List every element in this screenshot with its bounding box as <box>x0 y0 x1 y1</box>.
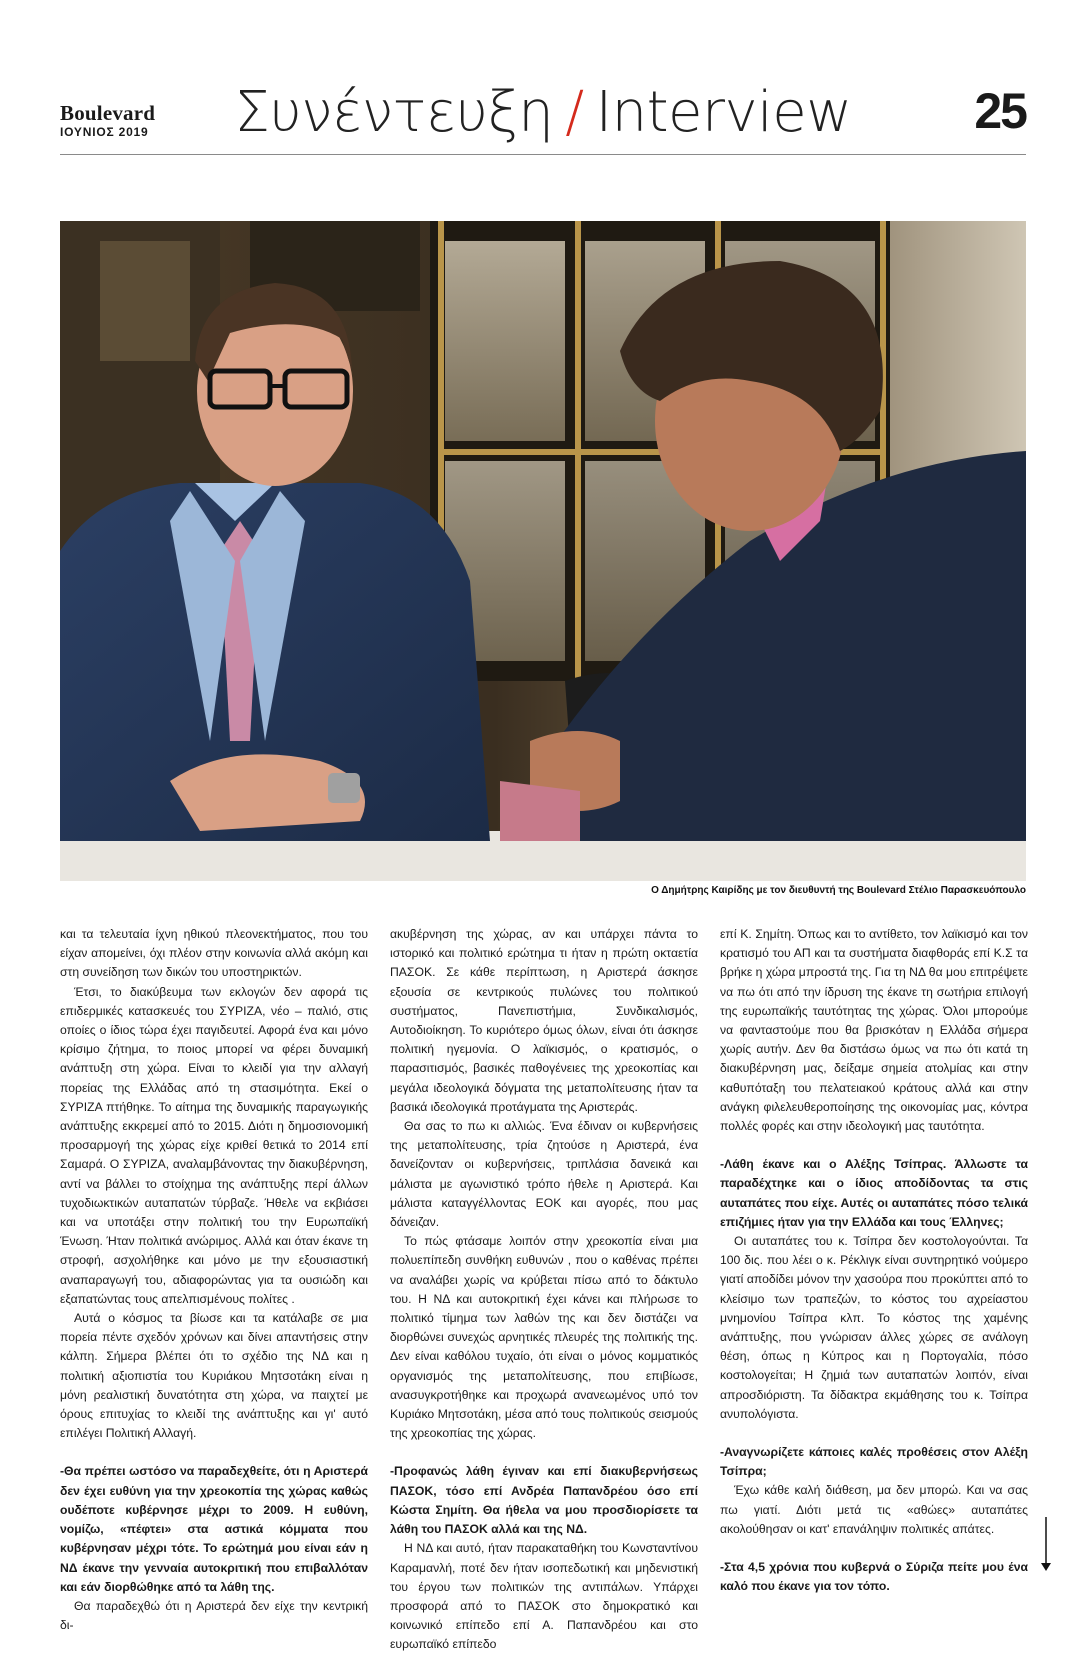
continue-arrow-icon <box>1040 1517 1052 1572</box>
paragraph: Οι αυταπάτες του κ. Τσίπρα δεν κοστολογούνται. Τα 100 δις. που λέει ο κ. Ρέκλιγκ είναι συντηρητικό νούμερο γιατί αποδίδει μόνον την χασούρα που προκύπτει από το κλείσιμο των τραπεζών, το κόστος του αχρείαστου μνημονίου Τσίπρα κλπ. Το κόστος της χαμένης ανάπτυξης, που γνώρισαν άλλες χώρες σε ανάλογη θέση, όπως η Κύπρος και η Πορτογαλία, πόσο κοστολογείται; Η ζημιά των αυταπατών λοιπόν, είναι απροσδιόριστη. Τα δίδακτρα εκμάθησης του κ. Τσίπρα ανυπολόγιστα. <box>720 1234 1028 1421</box>
brand-name: Boulevard <box>60 101 156 125</box>
paragraph: Αυτά ο κόσμος τα βίωσε και τα κατάλαβε σε μια πορεία πέντε σχεδόν χρόνων και δίνει απαντήσεις στην κάλπη. Σήμερα βλέπει ότι το σχέδιο της ΝΔ και η πολιτική αξιοπιστία του Κυριάκου Μητσοτάκη είναι η μόνη ρεαλιστική δυνατότητα στη χώρα, να παιχτεί με όρους επιτυχίας το κλειδί της ανάπτυξης και γι' αυτό επιλέγει Πολιτική Αλλαγή. <box>60 1311 368 1441</box>
paragraph: Έτσι, το διακύβευμα των εκλογών δεν αφορά τις επιδερμικές κατασκευές του ΣΥΡΙΖΑ, νέο – παλιό, στις οποίες ο ίδιος τώρα έχει παγιδευτεί. Αφορά ένα και μόνο κρίσιμο ζήτημα, το ποιος μπορεί να φέρει δυναμική ανάπτυξη στη χώρα. Είναι το κλειδί για την αλλαγή πορείας της Ελλάδας από τη στασιμότητα. Εκεί ο ΣΥΡΙΖΑ πτήθηκε. Το αίτημα της δυναμικής παραγωγικής ανάπτυξης εκκρεμεί από το 2015. Διότι η δημοσιονομική προσαρμογή της χώρας είχε κριθεί θετικά το 2014 επί Σαμαρά. Ο ΣΥΡΙΖΑ, αναλαμβάνοντας την διακυβέρνηση, αντί να βάλλει το στοίχημα της ανάπτυξης περί άλλων τυχοδιωκτικών αυταπατών τύρβαζε. Ήθελε να εκβιάσει και να υποτάξει στην πολιτική του την Ευρωπαϊκή Ένωση. Ήταν πολιτικά ανώριμος. Αλλά και όταν έκανε τη στροφή, ασχολήθηκε και μόνο με την εξουσιαστική αναπαραγωγή του, αδιαφορώντας για τα ουσιώδη και εξαπατώντας τους απελπισμένους πολίτες . <box>60 984 368 1306</box>
interview-question: -Προφανώς λάθη έγιναν και επί διακυβερνήσεως ΠΑΣΟΚ, τόσο επί Ανδρέα Παπανδρέου όσο επί Κώστα Σημίτη. Θα ήθελα να μου προσδιορίσετε τα λάθη του ΠΑΣΟΚ αλλά και της ΝΔ. <box>390 1464 698 1537</box>
page-number: 25 <box>974 83 1026 139</box>
section-title-greek: Συνέντευξη <box>234 80 554 145</box>
header-divider <box>60 154 1026 155</box>
paragraph: Η ΝΔ και αυτό, ήταν παρακαταθήκη του Κωνσταντίνου Καραμανλή, ποτέ δεν ήταν ισοπεδωτική και μηδενιστική του έργου των πολιτικών της αντιπάλων. Υπάρχει προσφορά από το ΠΑΣΟΚ στο δημοκρατικό και κοινωνικό επίπεδο επί Α. Παπανδρέου και στο ευρωπαϊκό επίπεδο <box>390 1541 698 1652</box>
interview-question: -Θα πρέπει ωστόσο να παραδεχθείτε, ότι η Αριστερά δεν έχει ευθύνη για την χρεοκοπία της χώρας καθώς ουδέποτε κυβέρνησε μέχρι το 2009. Η ευθύνη, νομίζω, «πέφτει» στα αστικά κόμματα που κυβέρνησαν μέχρι τότε. Το ερώτημά μου είναι εάν η ΝΔ έκανε την γενναία αυτοκριτική που επιβαλλόταν και εάν διορθώθηκε από τα λάθη της. <box>60 1464 368 1594</box>
interview-question: -Λάθη έκανε και ο Αλέξης Τσίπρας. Άλλωστε τα παραδέχτηκε και ο ίδιος αποδίδοντας τα στις αυταπάτες που είχε. Αυτές οι αυταπάτες πόσο τελικά επιζήμιες ήταν για την Ελλάδα και τους Έλληνες; <box>720 1157 1028 1229</box>
article-column-2 <box>390 925 698 1655</box>
article-column-1 <box>60 925 368 1635</box>
paragraph: Θα παραδεχθώ ότι η Αριστερά δεν είχε την κεντρική δι- <box>60 1598 368 1633</box>
issue-date: ΙΟΥΝΙΟΣ 2019 <box>60 125 149 139</box>
section-title-separator: / <box>565 80 584 145</box>
paragraph: Θα σας το πω κι αλλιώς. Ένα έδιναν οι κυβερνήσεις της μεταπολίτευσης, τρία ζητούσε η Αριστερά, ένα δανείζονταν οι κυβερνήσεις, τριπλάσια δανεικά και μάλιστα με αγωνιστικό τρόπο ήθελε η Αριστερά. Και μάλιστα καταγγέλλοντας ΕΟΚ και αγορές, που μας δάνειζαν. <box>390 1119 698 1230</box>
photo-caption: Ο Δημήτρης Καιρίδης με τον διευθυντή της Boulevard Στέλιο Παρασκευόπουλο <box>651 885 1026 896</box>
paragraph: και τα τελευταία ίχνη ηθικού πλεονεκτήματος, που του είχαν απομείνει, όχι πλέον στην κοινωνία αλλά ακόμη και στη συνείδηση των δικών του υποστηρικτών. <box>60 927 368 980</box>
paragraph: Έχω κάθε καλή διάθεση, μα δεν μπορώ. Και να σας πω γιατί. Διότι μετά τις «αθώες» αυταπάτες ακολούθησαν οι κατ' επανάληψιν πολιτικές απάτες. <box>720 1483 1028 1536</box>
paragraph: Το πώς φτάσαμε λοιπόν στην χρεοκοπία είναι μια πολυεπίπεδη συνθήκη ευθυνών , που ο καθένας πρέπει να αναλάβει χωρίς να κρύβεται πίσω από το δάκτυλο του. Η ΝΔ και αυτοκριτική έχει κάνει και πλήρωσε το πολιτικό τίμημα των λαθών της και δεν διστάζει να διορθώνει συνεχώς αρνητικές πλευρές της πολιτικής της. Δεν είναι καθόλου τυχαίο, ότι είναι ο μόνος κομματικός οργανισμός της μεταπολίτευσης, που επιβίωσε, ανασυγκροτήθηκε και προχωρά ανανεωμένος υπό τον Κυριάκο Μητσοτάκη, μέσα από τους πολιτικούς σεισμούς της χρεοκοπίας της χώρας. <box>390 1234 698 1441</box>
page-header <box>60 78 1026 156</box>
interview-question: -Αναγνωρίζετε κάποιες καλές προθέσεις στον Αλέξη Τσίπρα; <box>720 1445 1028 1479</box>
paragraph: επί Κ. Σημίτη. Όπως και το αντίθετο, τον λαϊκισμό και τον κρατισμό του ΑΠ και τα συστήματα διαφθοράς επί Κ.Σ τα βρήκε η χώρα μπροστά της. Για τη ΝΔ θα μου επιτρέψετε να πω ότι από την ίδρυση της έκανε τη σωτήρια επιλογή της ευρωπαϊκής ταυτότητας της χώρας. Όλοι μπορούμε να φανταστούμε που θα βρισκόταν η Ελλάδα σήμερα χωρίς αυτήν. Δεν θα διστάσω όμως να πω ότι κατά τη διακυβέρνηση μας, δείξαμε σημεία ατολμίας και στην καθυπόταξη του πελατειακού κράτους αλλά και στην ανάγκη φιλελευθεροποίησης της οικονομίας μας, κόντρα πολλές φορές και στην ιδεολογική μας ταυτότητα. <box>720 927 1028 1134</box>
interview-photo-illustration <box>60 221 1026 881</box>
interview-photo <box>60 221 1026 881</box>
section-title <box>60 82 1026 144</box>
paragraph: ακυβέρνηση της χώρας, αν και υπάρχει πάντα το ιστορικό και πολιτικό ερώτημα τι ήταν η πρώτη οκταετία ΠΑΣΟΚ. Σε κάθε περίπτωση, η Αριστερά άσκησε εξουσία σε κεντρικούς πυλώνες του πολιτικού συστήματος, Πανεπιστήμια, Συνδικαλισμός, Αυτοδιοίκηση. Το κυριότερο όμως όλων, είναι ότι άσκησε πολιτική ηγεμονία. Ο λαϊκισμός, ο κρατισμός, ο παρασιτισμός, βασικές παθογένειες της χρεοκοπίας και μεγάλα ιδεολογικά δόγματα της μεταπολίτευσης ήταν τα βασικά ιδεολογικά προτάγματα της Αριστεράς. <box>390 927 698 1114</box>
article-column-3 <box>720 925 1028 1597</box>
interview-question: -Στα 4,5 χρόνια που κυβερνά ο Σύριζα πείτε μου ένα καλό που έκανε για τον τόπο. <box>720 1560 1028 1594</box>
section-title-english: Interview <box>595 80 852 145</box>
